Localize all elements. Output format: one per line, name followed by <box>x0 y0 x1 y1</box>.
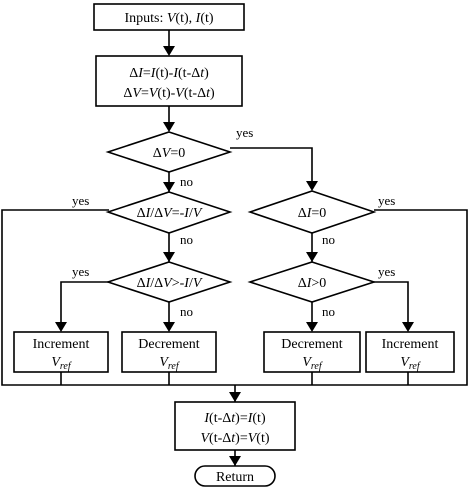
arrow-didv-eq <box>163 182 175 192</box>
label-di-zero-no: no <box>322 232 335 247</box>
label-di-zero-yes: yes <box>378 193 396 208</box>
decision-didv-eq <box>108 192 230 233</box>
arrow-inc-right <box>402 322 414 332</box>
update-line-1: I(t-Δt)=I(t) <box>204 411 266 426</box>
arrow-di-zero <box>306 181 318 191</box>
action-increment-right-var: $V_{ref}$ <box>400 355 420 372</box>
arrow-dv <box>163 122 175 132</box>
calc-line-2: ΔV=V(t)-V(t-Δt) <box>123 86 215 101</box>
action-increment-left-var: $V_{ref}$ <box>51 355 71 372</box>
decision-dv-zero-text: ΔV=0 <box>152 146 186 161</box>
action-decrement-left <box>122 332 216 372</box>
decision-di-zero-text: ΔI=0 <box>297 206 327 221</box>
label-di-pos-no: no <box>322 304 335 319</box>
return-label: Return <box>215 470 255 485</box>
decision-didv-eq-text: ΔI/ΔV=-I/V <box>136 206 202 221</box>
arrow-update <box>229 392 241 402</box>
label-di-pos-yes: yes <box>378 264 396 279</box>
decision-dv-zero <box>108 132 230 172</box>
connector-di-pos-yes <box>374 282 408 322</box>
label-dv-no: no <box>180 174 193 189</box>
action-decrement-right-label: Decrement <box>281 337 343 352</box>
connector-didv-gt-yes <box>61 282 109 322</box>
update-box <box>175 402 295 450</box>
arrow-return <box>229 456 241 466</box>
label-didv-eq-yes: yes <box>72 193 90 208</box>
decision-didv-gt <box>108 262 230 302</box>
decision-di-pos <box>250 262 374 302</box>
start-box-text: Inputs: V(t), I(t) <box>124 11 214 26</box>
decision-didv-gt-text: ΔI/ΔV>-I/V <box>136 276 202 291</box>
start-box <box>94 4 244 30</box>
arrow-inc-left <box>55 322 67 332</box>
action-increment-right-label: Increment <box>381 337 439 352</box>
update-line-2: V(t-Δt)=V(t) <box>200 431 270 446</box>
arrow-didv-gt <box>163 252 175 262</box>
action-increment-left-label: Increment <box>32 337 90 352</box>
action-increment-right <box>366 332 454 372</box>
label-didv-gt-no: no <box>180 304 193 319</box>
decision-di-pos-text: ΔI>0 <box>297 276 327 291</box>
return-terminator <box>195 466 275 486</box>
action-decrement-left-var: $V_{ref}$ <box>159 355 179 372</box>
action-decrement-left-label: Decrement <box>138 337 200 352</box>
arrow-dec-right <box>306 322 318 332</box>
arrow-di-pos <box>306 252 318 262</box>
calc-line-1: ΔI=I(t)-I(t-Δt) <box>129 66 209 81</box>
calc-box <box>96 56 242 106</box>
label-dv-yes: yes <box>236 125 254 140</box>
connector-dv-yes <box>230 148 312 181</box>
decision-di-zero <box>250 191 374 233</box>
arrow-dec-left <box>163 322 175 332</box>
label-didv-gt-yes: yes <box>72 264 90 279</box>
action-increment-left <box>14 332 108 372</box>
label-didv-eq-no: no <box>180 232 193 247</box>
action-decrement-right <box>264 332 360 372</box>
action-decrement-right-var: $V_{ref}$ <box>302 355 322 372</box>
arrow-calc <box>163 46 175 56</box>
